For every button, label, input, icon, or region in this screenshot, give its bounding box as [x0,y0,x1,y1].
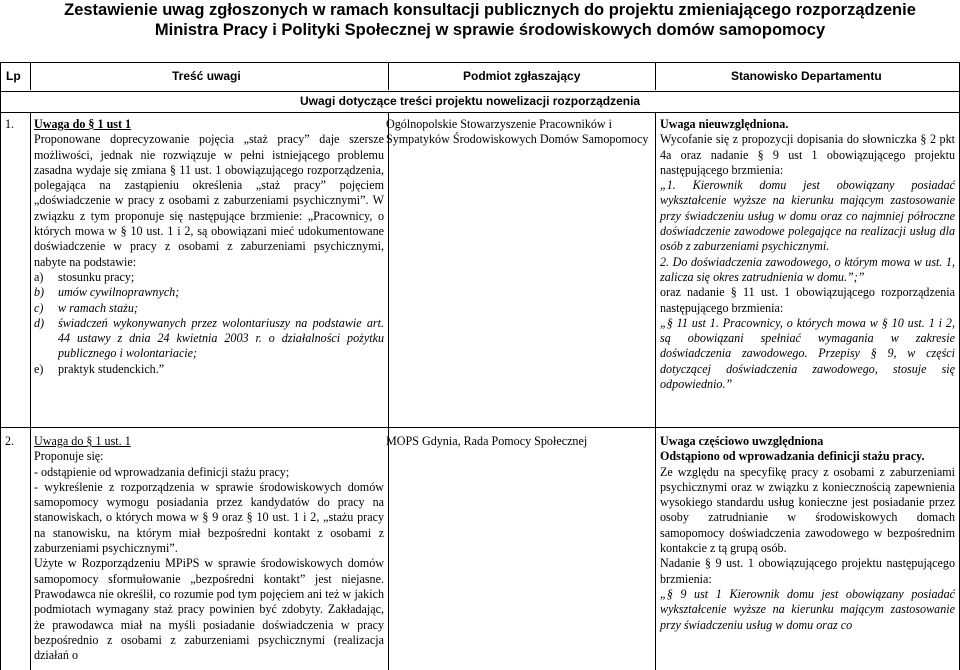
list-item-marker: a) [34,269,44,284]
header-lp: Lp [6,69,21,83]
header-tresc: Treść uwagi [172,69,241,83]
row2-stan-text-1: Ze względu na specyfikę pracy z osobami z zaburzeniami psychicznymi oraz w związku z koniecznością zapewnienia wysokiego standardu usług konieczne jest posiadanie przez osoby zatrudnianie w środowiskowych domach samopomocy doświadczenia zawodowego w bezpośrednim kontakcie z tą grupą osób. [660,464,955,556]
list-item-text: stosunku pracy; [58,269,135,284]
list-item-text: świadczeń wykonywanych przez wolontariuszy na podstawie art. 44 ustawy z dnia 24 kwietnia 2003 r. o działalności pożytku publicznego i wolontariacie; [58,315,384,361]
row2-stanowisko [660,434,955,633]
list-item-marker: c) [34,300,44,315]
list-item-marker: d) [34,315,45,330]
header-podmiot: Podmiot zgłaszający [463,69,581,83]
section-heading: Uwagi dotyczące treści projektu nowelizacji rozporządzenia [300,94,641,108]
row1-tresc [34,117,384,377]
col-divider-tresc-header [388,62,389,90]
row2-stan-text-3: „§ 9 ust 1 Kierownik domu jest obowiązany posiadać wykształcenie wyższe na kierunku mającym zastosowanie przy świadczeniu usług w domu oraz co [660,586,955,632]
list-item [34,315,384,362]
row2-stan-heading: Uwaga częściowo uwzględniona [660,434,824,448]
list-item [34,300,384,316]
title-line-1: Zestawienie uwag zgłoszonych w ramach konsultacji publicznych do projektu zmieniającego rozporządzenie [64,1,916,19]
row1-stan-text-5: „§ 11 ust 1. Pracownicy, o których mowa w § 10 ust. 1 i 2, są obowiązani spełniać wymagania w zakresie doświadczenia zawodowego. Przepisy § 9, w części dotyczącej doświadczenia zawodowego, stosuje się odpowiednio.” [660,315,955,392]
row2-tresc-heading: Uwaga do § 1 ust. 1 [34,434,131,448]
row2-tresc [34,434,384,663]
list-item [34,285,384,300]
document-title [40,0,940,40]
col-divider-podmiot [655,112,656,670]
row-divider [0,427,960,428]
row2-tresc-text-3: Użyte w Rozporządzeniu MPiPS w sprawie środowiskowych domów samopomocy sformułowanie „bezpośredni kontakt” jest niejasne. Prawodawca nie określił, co rozumie pod tym pojęciem ani też w jakich podmiotach wymagany staż pracy powinien być zdobyty. Zakładając, że prawodawca miał na myśli posiadanie doświadczenia w pracy bezpośrednio z osobami z zaburzeniami psychicznymi (realizacja działań o [34,556,384,663]
row1-tresc-text: Proponowane doprecyzowanie pojęcia „staż pracy” daje szersze możliwości, jednak nie rozwiązuje w pełni istniejącego problemu zasadna wydaje się zmiana § 11 ust. 1 obowiązującego rozporządzenia, polegająca na zastąpieniu określenia „staż pracy” pojęciem „doświadczenie w pracy z osobami z zaburzeniami psychicznymi”. W związku z tym proponuje się następujące brzmienie: „Pracownicy, o których mowa w § 10 ust. 1 i 2, są obowiązani mieć udokumentowane doświadczenie w pracy z osobami z zaburzeniami psychicznymi, nabyte na podstawie: [34,132,384,269]
row2-tresc-text-2: - wykreślenie z rozporządzenia w sprawie środowiskowych domów samopomocy wymogu posiadania przez kandydatów do pracy na stanowiskach, o których mowa w § 9 oraz § 10 ust. 1 i 2, „stażu pracy na stanowisku, na którym miał bezpośredni kontakt z osobami z zaburzeniami psychicznymi”. [34,479,384,556]
header-stanowisko: Stanowisko Departamentu [731,69,882,83]
row1-stan-text-2: „1. Kierownik domu jest obowiązany posiadać wykształcenie wyższe na kierunku mającym zastosowanie przy świadczeniu usług w domu oraz co najmniej półroczne doświadczenie zawodowe polegające na realizacji usług dla osób z zaburzeniami psychicznymi. [660,178,955,254]
list-item [34,269,384,285]
list-item-text: w ramach stażu; [58,300,138,315]
col-divider-lp [30,112,31,670]
row2-tresc-text-0: Proponuje się: [34,449,104,464]
row1-stan-heading: Uwaga nieuwzględniona. [660,117,789,131]
row1-stan-text-4: oraz nadanie § 11 ust. 1 obowiązującego rozporządzenia następującego brzmienia: [660,285,955,315]
row1-stan-text-1: Wycofanie się z propozycji dopisania do słowniczka § 2 pkt 4a oraz nadanie § 9 ust 1 obowiązującego projektu następującego brzmienia: [660,132,955,177]
row2-stan-sub: Odstąpiono od wprowadzania definicji stażu pracy. [660,449,925,464]
row1-stanowisko [660,117,955,392]
row1-podmiot: Ogólnopolskie Stowarzyszenie Pracowników i Sympatyków Środowiskowych Domów Samopomocy [386,117,649,147]
list-item-text: umów cywilnoprawnych; [58,285,180,300]
col-divider-podmiot-header [655,62,656,90]
row2-tresc-text-1: - odstąpienie od wprowadzania definicji stażu pracy; [34,464,290,479]
row1-tresc-heading: Uwaga do § 1 ust 1 [34,117,132,131]
list-item-marker: e) [34,361,44,376]
row1-tresc-list [34,270,384,377]
row1-lp: 1. [5,117,15,131]
row2-lp: 2. [5,434,15,448]
list-item-marker: b) [34,285,45,300]
row2-podmiot: MOPS Gdynia, Rada Pomocy Społecznej [386,434,588,448]
list-item-text: praktyk studenckich.” [58,361,165,376]
section-heading-row [0,90,960,113]
col-divider-tresc [388,112,389,670]
row1-stan-text-3: 2. Do doświadczenia zawodowego, o którym mowa w ust. 1, zalicza się okres zatrudnienia w domu.”;” [660,254,955,284]
table-header [0,62,960,92]
col-divider-lp-header [30,62,31,90]
row2-stan-text-2: Nadanie § 9 ust. 1 obowiązującego projektu następującego brzmienia: [660,556,955,586]
table-border-left [0,62,1,670]
list-item [34,361,384,377]
title-line-2: Ministra Pracy i Polityki Społecznej w sprawie środowiskowych domów samopomocy [154,21,826,39]
